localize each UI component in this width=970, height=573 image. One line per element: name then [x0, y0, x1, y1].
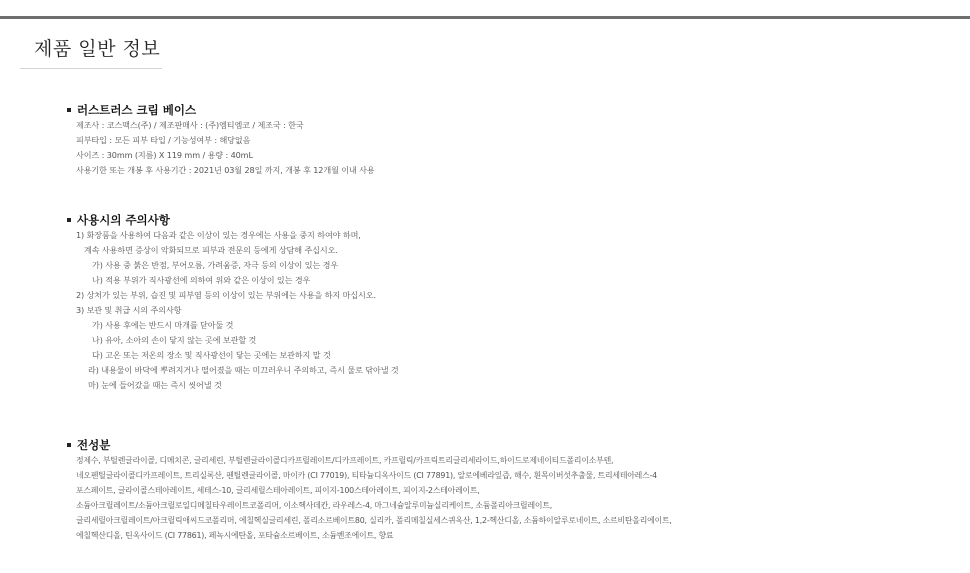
section-heading-text: 러스트러스 크림 베이스	[77, 103, 197, 117]
precaution-subitem: 나) 적용 부위가 직사광선에 의하여 위와 같은 이상이 있는 경우	[92, 275, 311, 285]
precaution-subitem: 나) 유아, 소아의 손이 닿지 않는 곳에 보관할 것	[92, 335, 257, 345]
precaution-subitem: 가) 사용 중 붉은 반점, 부어오름, 가려움증, 자극 등의 이상이 있는 경우	[92, 260, 339, 270]
ingredient-line: 글리세릴아크릴레이트/아크릴릭애씨드코폴리머, 에칠헥실글리세린, 폴리소르베이트80, 실리카, 폴리메칠실세스퀴옥산, 1,2-헥산디올, 소듐하이알루로네이트, 소르비탄올리에이트,	[76, 516, 672, 525]
skin-type-line: 피부타입 : 모든 피부 타입 / 기능성여부 : 해당없음	[76, 135, 251, 145]
ingredient-line: 포스페이트, 글라이콜스테아레이트, 세테스-10, 글리세릴스테아레이트, 피이지-100스테아레이트, 피이지-2스테아레이트,	[76, 486, 480, 495]
ingredient-line: 소듐아크릴레이트/소듐아크릴로일디메칠타우레이트코폴리머, 이소헥사데칸, 라우레스-4, 마그네슘알루미늄실리케이트, 소듐폴리아크릴레이트,	[76, 501, 553, 510]
precaution-item: 1) 화장품을 사용하여 다음과 같은 이상이 있는 경우에는 사용을 중지 하여야 하며,	[76, 230, 361, 240]
precaution-subitem: 라) 내용물이 바닥에 뿌려지거나 떨어졌을 때는 미끄러우니 주의하고, 즉시 물로 닦아낼 것	[88, 365, 399, 375]
section-heading-text: 전성분	[77, 438, 111, 452]
product-info-section	[67, 102, 947, 178]
precaution-subitem: 마) 눈에 들어갔을 때는 즉시 씻어낼 것	[88, 380, 222, 390]
square-bullet-icon	[67, 218, 71, 222]
top-divider	[0, 16, 970, 19]
size-line: 사이즈 : 30mm (지름) X 119 mm / 용량 : 40mL	[76, 150, 253, 160]
precaution-subitem: 가) 사용 후에는 반드시 마개를 닫아둘 것	[92, 320, 234, 330]
ingredient-line: 네오펜틸글라이콜디카프레이트, 트리실록산, 펜틸렌글라이콜, 마이카 (CI 77019), 티타늄디옥사이드 (CI 77891), 알로에베라잎즙, 해수, 흰목이버섯추출물, 트리세테아레스-4	[76, 471, 657, 480]
manufacturer-line: 제조사 : 코스맥스(주) / 제조판매사 : (주)엠티엠코 / 제조국 : 한국	[76, 120, 304, 130]
square-bullet-icon	[67, 108, 71, 112]
precaution-lines	[67, 228, 947, 393]
section-heading	[67, 437, 947, 453]
page-title: 제품 일반 정보	[34, 38, 161, 60]
ingredient-lines	[67, 453, 947, 543]
precaution-item: 3) 보관 및 취급 시의 주의사항	[76, 305, 182, 315]
ingredients-section	[67, 437, 947, 543]
square-bullet-icon	[67, 443, 71, 447]
section-heading	[67, 102, 947, 118]
section-heading-text: 사용시의 주의사항	[77, 213, 170, 227]
precaution-item: 계속 사용하면 증상이 악화되므로 피부과 전문의 등에게 상담해 주십시오.	[84, 245, 338, 255]
section-heading	[67, 212, 947, 228]
expiry-line: 사용기한 또는 개봉 후 사용기간 : 2021년 03월 28일 까지, 개봉 후 12개월 이내 사용	[76, 165, 375, 175]
title-underline	[20, 68, 162, 69]
ingredient-line: 정제수, 부틸렌글라이콜, 디메치콘, 글리세린, 부틸렌글라이콜디카프릴레이트/디카프레이트, 카프릴릭/카프릭트리글리세라이드,하이드로제네이티드폴리이소부텐,	[76, 456, 614, 465]
product-info-lines	[67, 118, 947, 178]
precaution-subitem: 다) 고온 또는 저온의 장소 및 직사광선이 닿는 곳에는 보관하지 말 것	[92, 350, 331, 360]
ingredient-line: 에칠헥산디올, 틴옥사이드 (CI 77861), 페녹시에탄올, 포타슘소르베이트, 소듐벤조에이트, 향료	[76, 531, 394, 540]
precautions-section	[67, 212, 947, 393]
precaution-item: 2) 상처가 있는 부위, 습진 및 피부염 등의 이상이 있는 부위에는 사용을 하지 마십시오.	[76, 290, 376, 300]
